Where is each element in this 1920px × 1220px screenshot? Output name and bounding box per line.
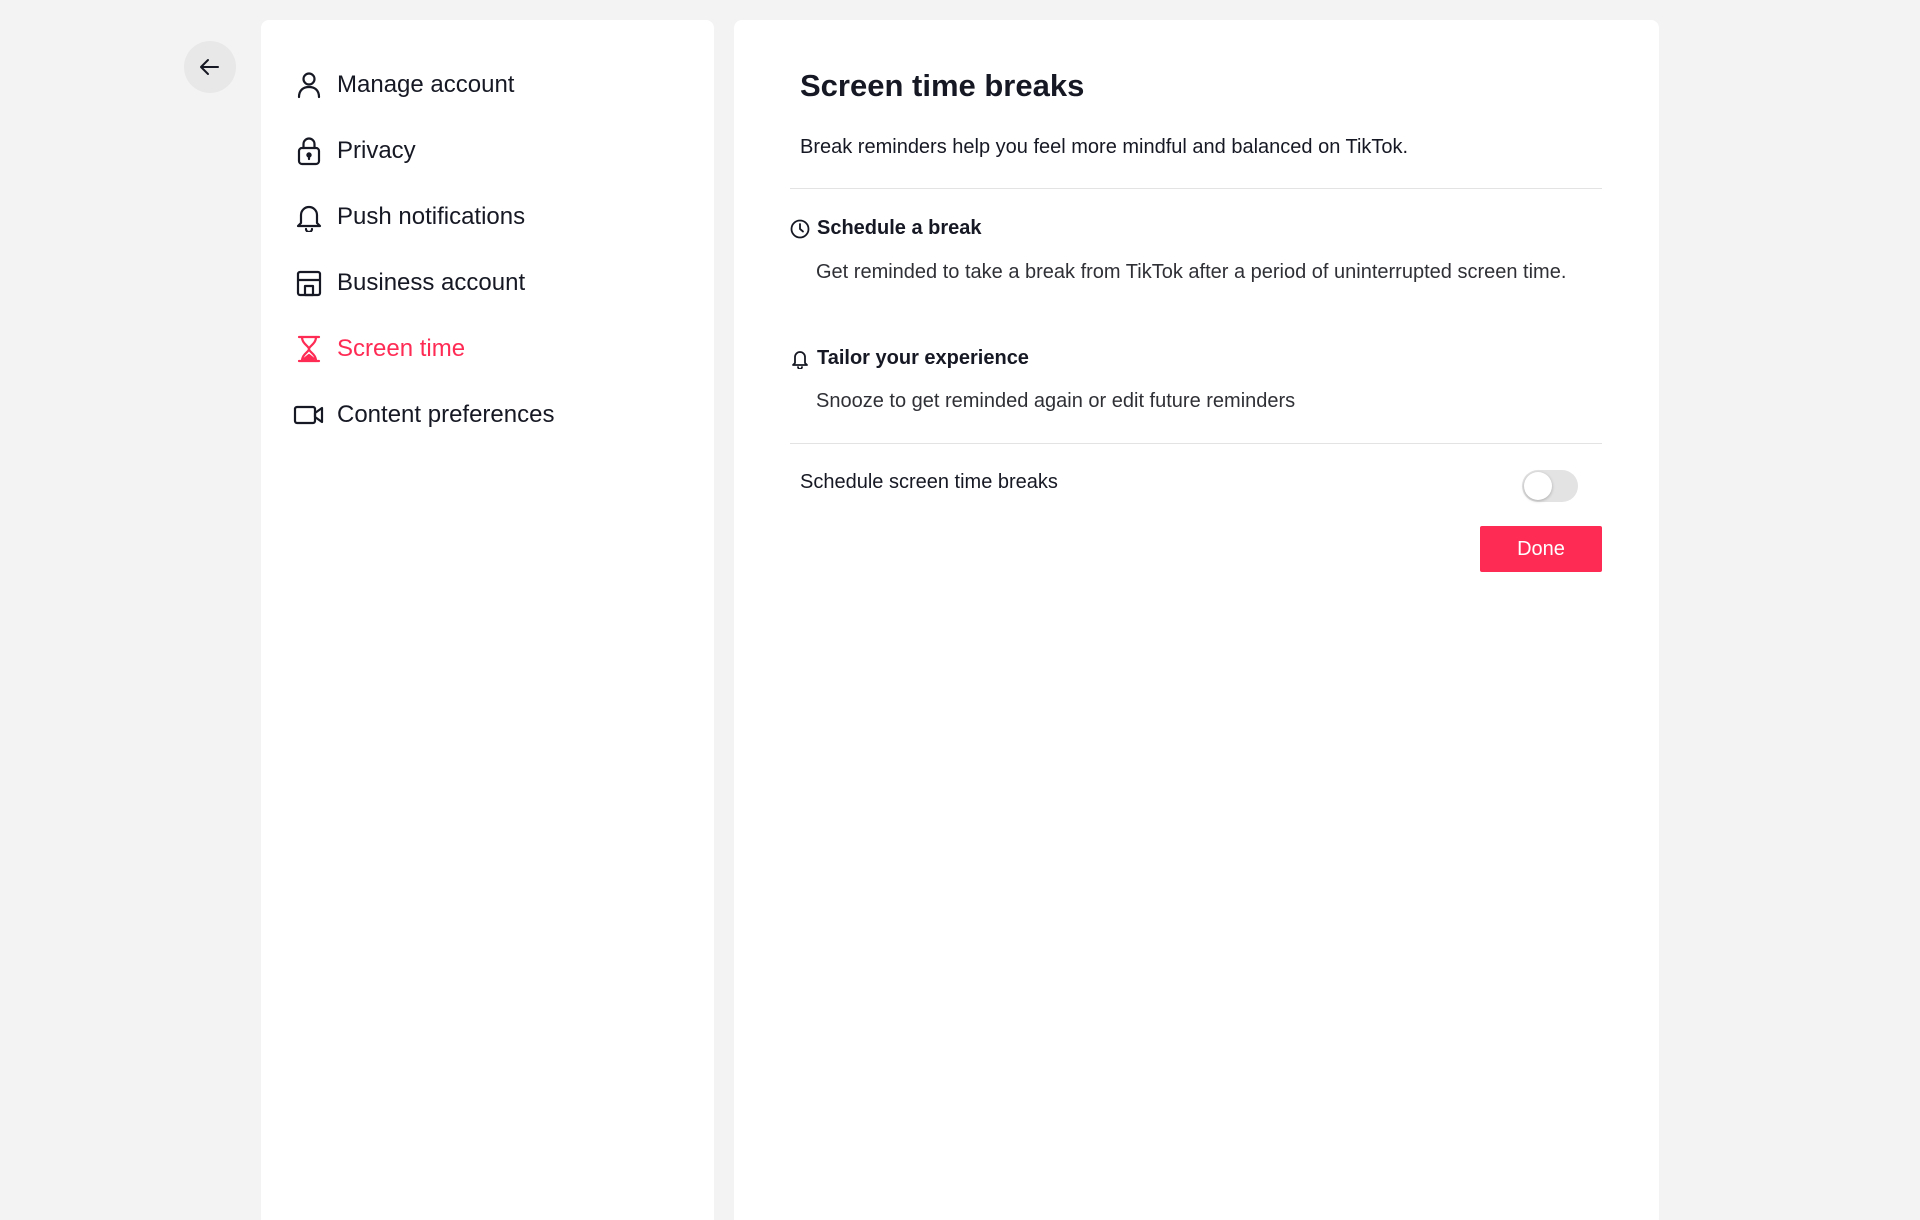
- sidebar-item-screen-time[interactable]: [261, 316, 714, 382]
- toggle-label: Schedule screen time breaks: [800, 471, 1058, 493]
- feature-description: Get reminded to take a break from TikTok after a period of uninterrupted screen time.: [816, 261, 1567, 283]
- sidebar-item-label: Manage account: [337, 71, 515, 98]
- done-button[interactable]: Done: [1480, 526, 1602, 572]
- arrow-left-icon: [198, 55, 222, 79]
- sidebar-item-label: Push notifications: [337, 203, 526, 230]
- feature-heading-text: Tailor your experience: [817, 347, 1029, 369]
- person-icon: [293, 69, 325, 101]
- sidebar-item-label: Screen time: [337, 335, 466, 362]
- back-button[interactable]: [184, 41, 236, 93]
- video-camera-icon: [293, 399, 325, 431]
- lock-icon: [293, 135, 325, 167]
- sidebar-item-content-preferences[interactable]: [261, 382, 714, 448]
- bell-icon: [293, 201, 325, 233]
- sidebar-item-manage-account[interactable]: [261, 52, 714, 118]
- page-title: Screen time breaks: [800, 68, 1085, 103]
- sidebar-item-label: Privacy: [337, 137, 416, 164]
- bell-icon: [790, 349, 810, 369]
- toggle-knob: [1524, 472, 1552, 500]
- settings-sidebar: [261, 20, 714, 1220]
- feature-description: Snooze to get reminded again or edit future reminders: [816, 390, 1296, 412]
- sidebar-item-label: Content preferences: [337, 401, 555, 428]
- store-icon: [293, 267, 325, 299]
- sidebar-item-privacy[interactable]: [261, 118, 714, 184]
- feature-heading-schedule-break: [790, 217, 982, 240]
- hourglass-icon: [293, 333, 325, 365]
- page-subtitle: Break reminders help you feel more mindful and balanced on TikTok.: [800, 136, 1409, 158]
- sidebar-item-push-notifications[interactable]: [261, 184, 714, 250]
- divider: [790, 443, 1602, 444]
- schedule-breaks-toggle[interactable]: [1522, 470, 1578, 502]
- screen-time-panel: [734, 20, 1659, 1220]
- sidebar-item-business-account[interactable]: [261, 250, 714, 316]
- sidebar-item-label: Business account: [337, 269, 526, 296]
- feature-heading-tailor-experience: [790, 347, 1029, 370]
- feature-heading-text: Schedule a break: [817, 217, 982, 239]
- clock-icon: [790, 219, 810, 239]
- divider: [790, 188, 1602, 189]
